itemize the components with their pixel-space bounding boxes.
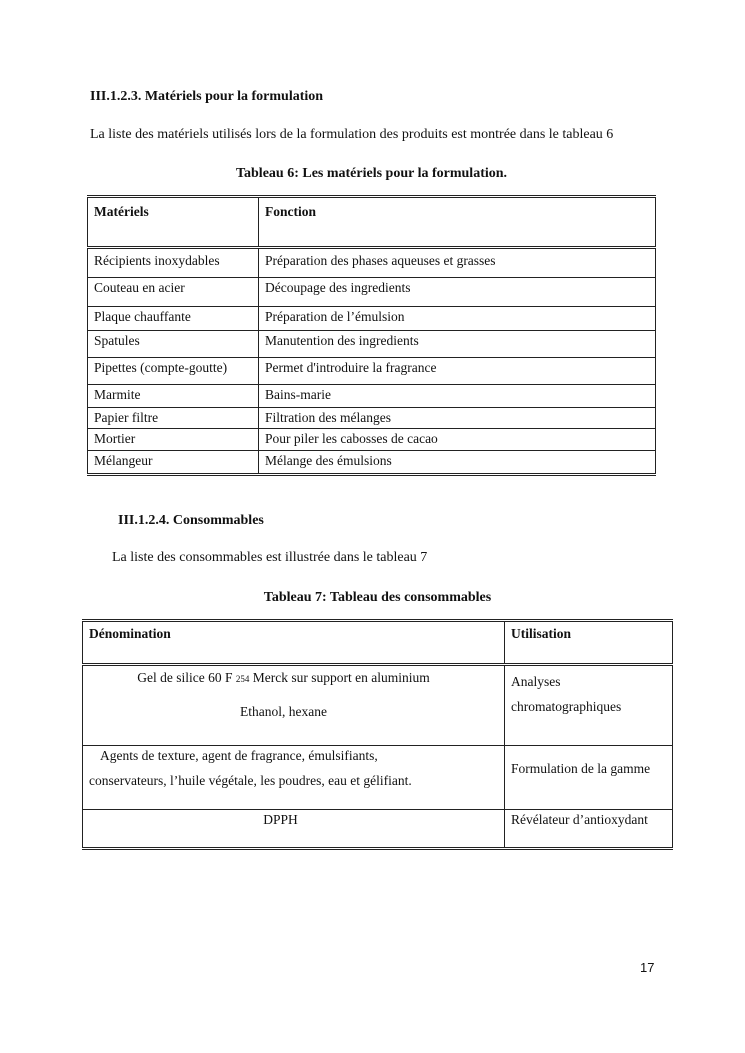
table-consommables [82,619,673,850]
table-row [88,248,656,278]
cell-materiel: Mélangeur [88,451,259,475]
header-fonction: Fonction [259,197,656,248]
cell-fonction: Permet d'introduire la fragrance [259,358,656,385]
gel-silice-subscript: 254 [235,674,250,684]
cell-materiel: Pipettes (compte-goutte) [88,358,259,385]
table-row [83,810,673,849]
cell-materiel: Récipients inoxydables [88,248,259,278]
cell-denomination [83,665,505,746]
section-intro-consommables: La liste des consommables est illustrée dans le tableau 7 [112,550,428,565]
cell-fonction: Préparation des phases aqueuses et grasses [259,248,656,278]
table-row [83,746,673,810]
cell-fonction: Mélange des émulsions [259,451,656,475]
denomination-line-1: Agents de texture, agent de fragrance, émulsifiants, [100,748,378,763]
cell-materiel: Marmite [88,385,259,408]
cell-materiel: Plaque chauffante [88,307,259,331]
cell-fonction: Bains-marie [259,385,656,408]
table-row [88,408,656,429]
denomination-line-2: conservateurs, l’huile végétale, les poudres, eau et gélifiant. [89,773,412,788]
utilisation-line-2: chromatographiques [511,699,622,714]
cell-materiel: Spatules [88,331,259,358]
cell-fonction: Filtration des mélanges [259,408,656,429]
cell-fonction: Pour piler les cabosses de cacao [259,429,656,451]
header-denomination: Dénomination [83,621,505,665]
cell-denomination [83,746,505,810]
cell-fonction: Préparation de l’émulsion [259,307,656,331]
cell-utilisation [505,665,673,746]
table-row [88,307,656,331]
cell-materiel: Papier filtre [88,408,259,429]
cell-materiel: Mortier [88,429,259,451]
denomination-line-1 [69,670,498,686]
table-row [83,665,673,746]
cell-utilisation: Formulation de la gamme [505,746,673,810]
table-row [88,278,656,307]
cell-materiel: Couteau en acier [88,278,259,307]
table-materiels [87,195,656,476]
section-intro-materiels: La liste des matériels utilisés lors de la formulation des produits est montrée dans le tableau 6 [90,127,614,142]
section-heading-consommables: III.1.2.4. Consommables [118,513,264,528]
gel-silice-text: Gel de silice 60 F [137,670,233,685]
section-heading-materiels: III.1.2.3. Matériels pour la formulation [90,89,324,104]
denomination-line-2: Ethanol, hexane [240,704,327,719]
cell-fonction: Découpage des ingredients [259,278,656,307]
table-row [88,429,656,451]
header-materiels: Matériels [88,197,259,248]
table-row [88,385,656,408]
cell-denomination [83,810,505,849]
gel-silice-support-text: Merck sur support en aluminium [252,670,430,685]
cell-fonction: Manutention des ingredients [259,331,656,358]
dpph-text: DPPH [263,812,298,827]
cell-utilisation: Révélateur d’antioxydant [505,810,673,849]
page-number: 17 [640,960,655,975]
table-header-row [88,197,656,248]
table7-caption: Tableau 7: Tableau des consommables [263,590,492,605]
table-row [88,451,656,475]
table-row [88,331,656,358]
header-utilisation: Utilisation [505,621,673,665]
table-header-row [83,621,673,665]
table6-caption: Tableau 6: Les matériels pour la formulation. [235,166,508,181]
table-row [88,358,656,385]
utilisation-line-1: Analyses [511,674,561,689]
